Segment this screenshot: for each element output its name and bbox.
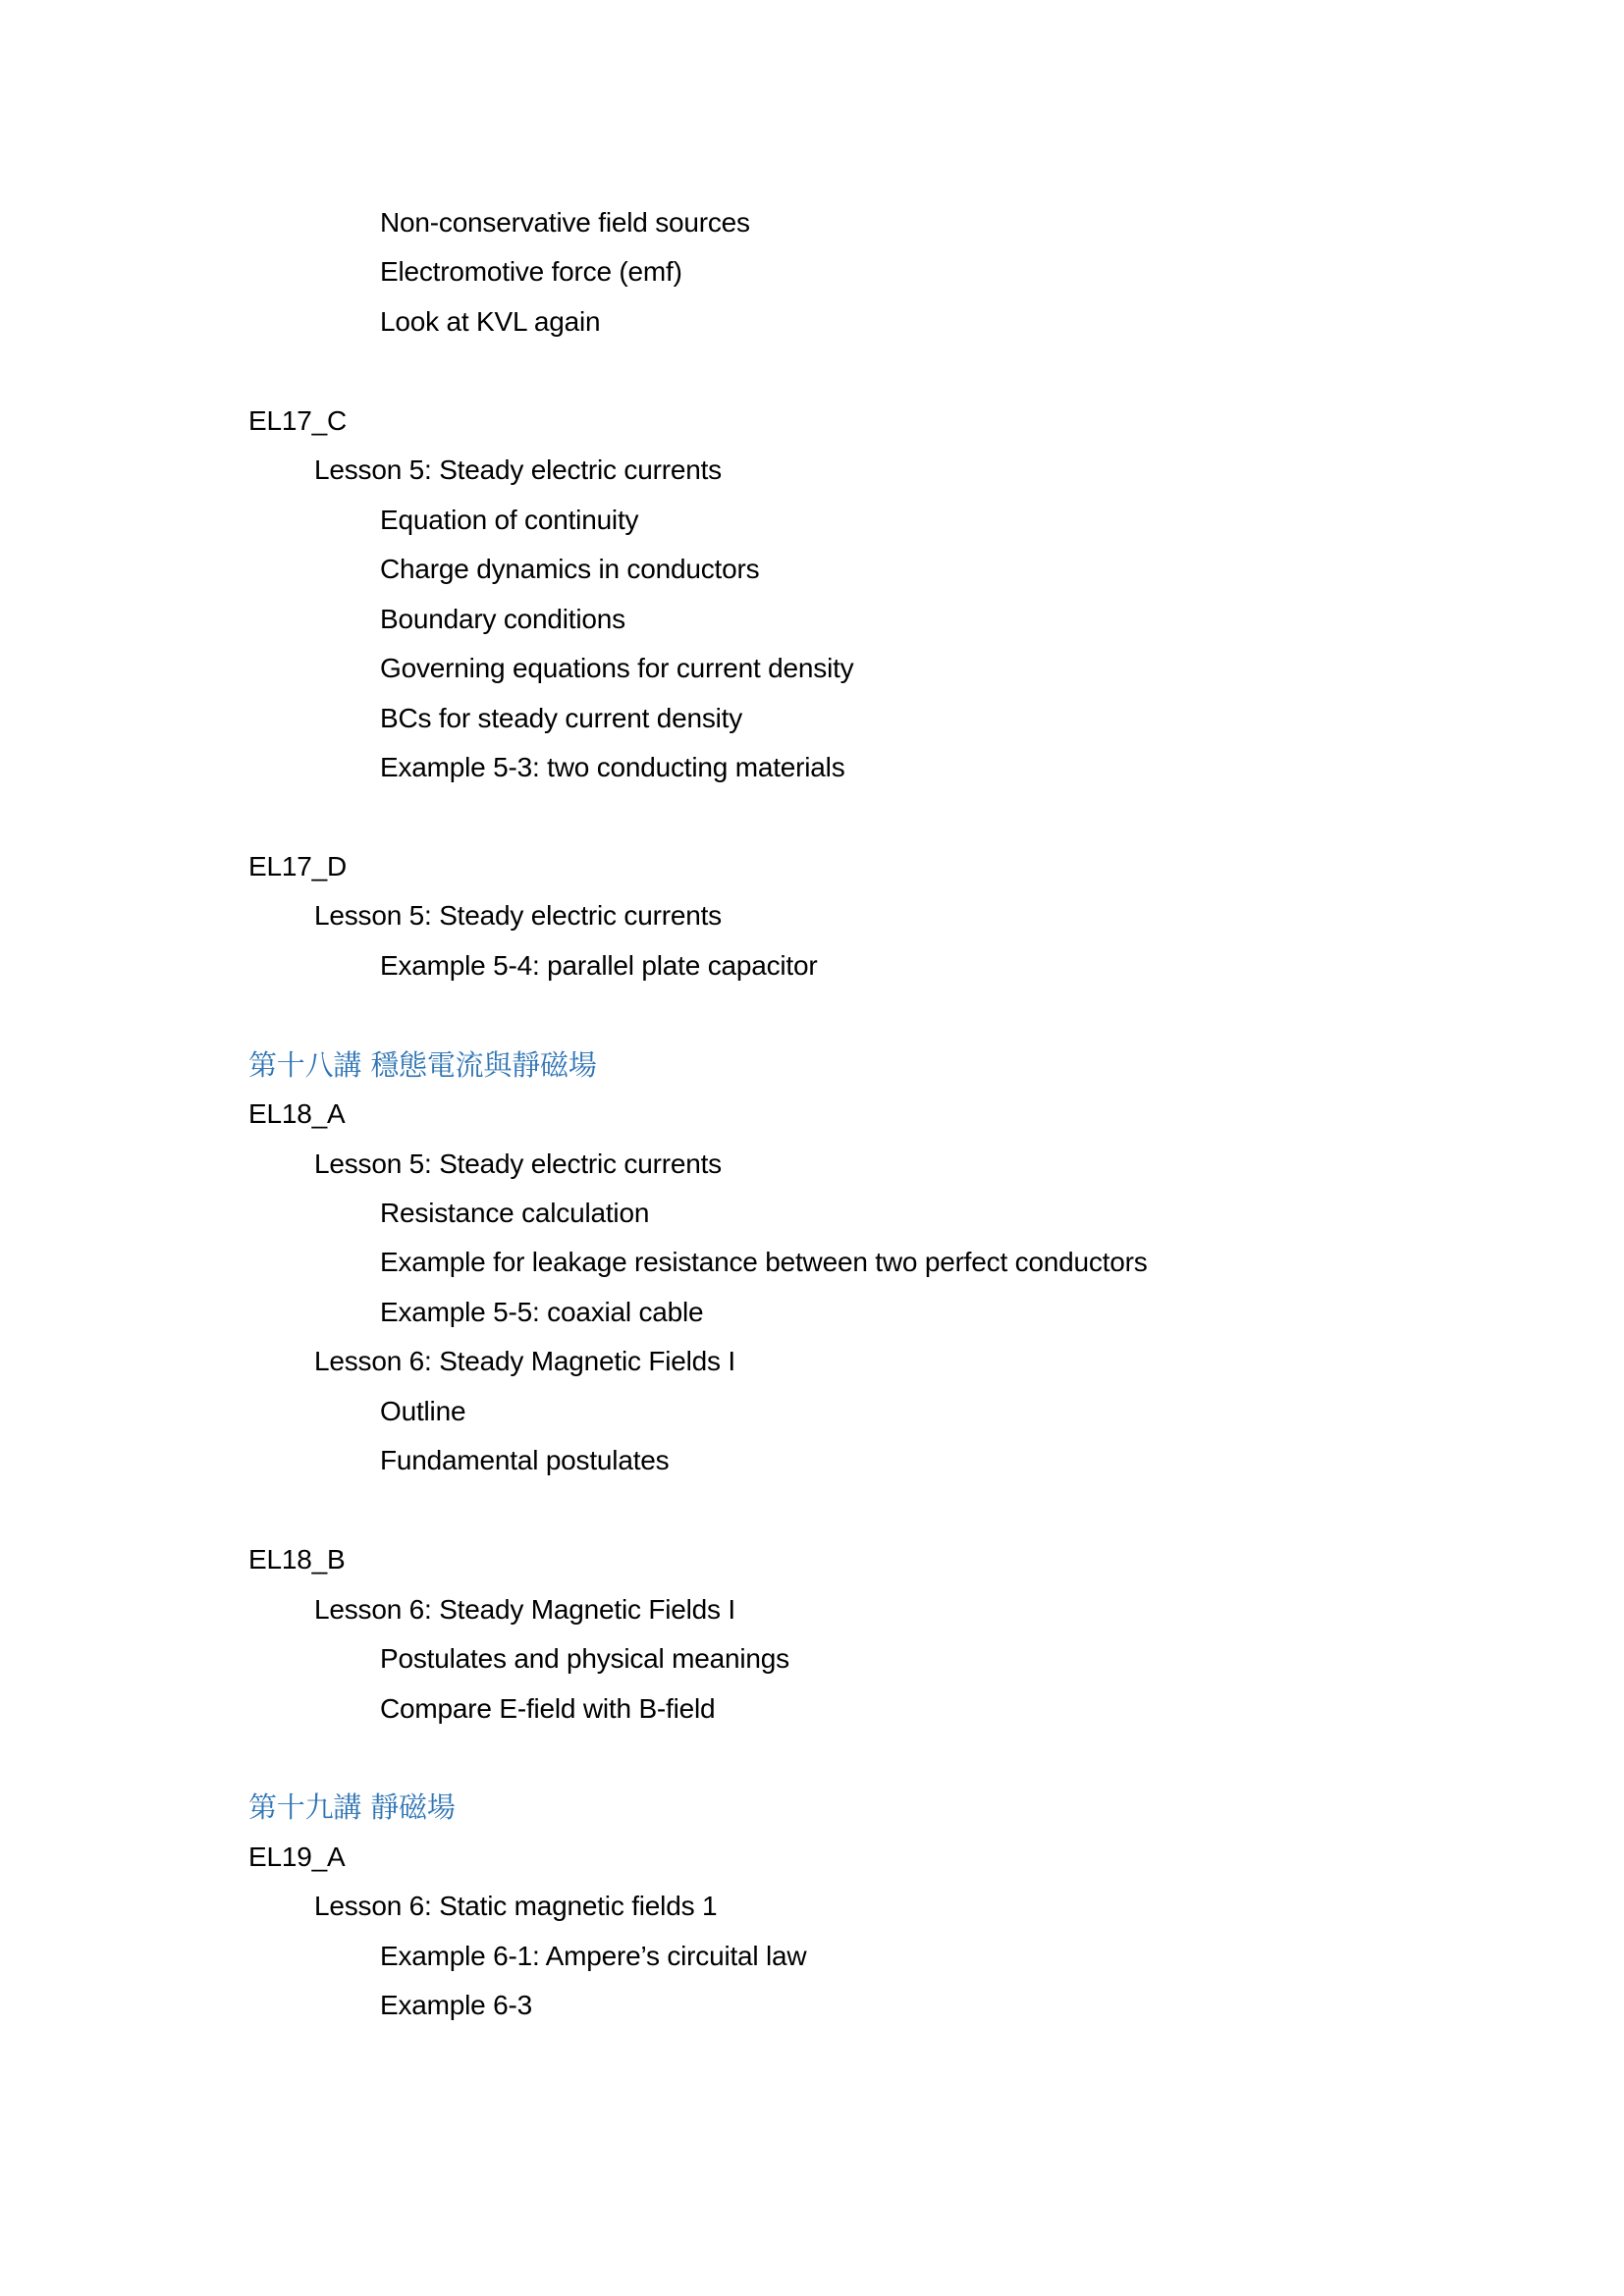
lecture-heading: 第十八講 穩態電流與靜磁場 bbox=[248, 1047, 597, 1082]
topic-item: Example for leakage resistance between two perfect conductors bbox=[380, 1247, 1148, 1278]
topic-item: Outline bbox=[380, 1395, 466, 1426]
topic-item: Example 6-1: Ampere’s circuital law bbox=[380, 1940, 807, 1971]
topic-item: Example 5-5: coaxial cable bbox=[380, 1296, 704, 1327]
session-code: EL17_C bbox=[248, 404, 347, 436]
lesson-title: Lesson 5: Steady electric currents bbox=[314, 900, 722, 932]
topic-item: Example 5-4: parallel plate capacitor bbox=[380, 949, 818, 981]
lesson-title: Lesson 6: Static magnetic fields 1 bbox=[314, 1891, 718, 1922]
topic-item: Fundamental postulates bbox=[380, 1445, 670, 1476]
lesson-title: Lesson 5: Steady electric currents bbox=[314, 1148, 722, 1179]
lesson-title: Lesson 5: Steady electric currents bbox=[314, 454, 722, 486]
topic-item: Boundary conditions bbox=[380, 603, 625, 634]
topic-item: Postulates and physical meanings bbox=[380, 1643, 789, 1675]
session-code: EL19_A bbox=[248, 1841, 346, 1872]
topic-item: Example 5-3: two conducting materials bbox=[380, 751, 845, 782]
topic-item: Governing equations for current density bbox=[380, 653, 854, 684]
topic-item: Resistance calculation bbox=[380, 1198, 650, 1228]
topic-item: Compare E-field with B-field bbox=[380, 1692, 716, 1724]
topic-item: Example 6-3 bbox=[380, 1990, 532, 2021]
topic-item: Electromotive force (emf) bbox=[380, 256, 682, 288]
lesson-title: Lesson 6: Steady Magnetic Fields I bbox=[314, 1593, 735, 1625]
topic-item: Charge dynamics in conductors bbox=[380, 554, 760, 585]
session-code: EL18_B bbox=[248, 1544, 346, 1575]
topic-item: BCs for steady current density bbox=[380, 702, 743, 733]
lesson-title: Lesson 6: Steady Magnetic Fields I bbox=[314, 1346, 735, 1377]
lecture-heading: 第十九講 靜磁場 bbox=[248, 1790, 456, 1825]
session-code: EL18_A bbox=[248, 1098, 346, 1130]
topic-item: Non-conservative field sources bbox=[380, 207, 750, 238]
topic-item: Equation of continuity bbox=[380, 504, 639, 535]
session-code: EL17_D bbox=[248, 850, 347, 881]
topic-item: Look at KVL again bbox=[380, 305, 601, 337]
